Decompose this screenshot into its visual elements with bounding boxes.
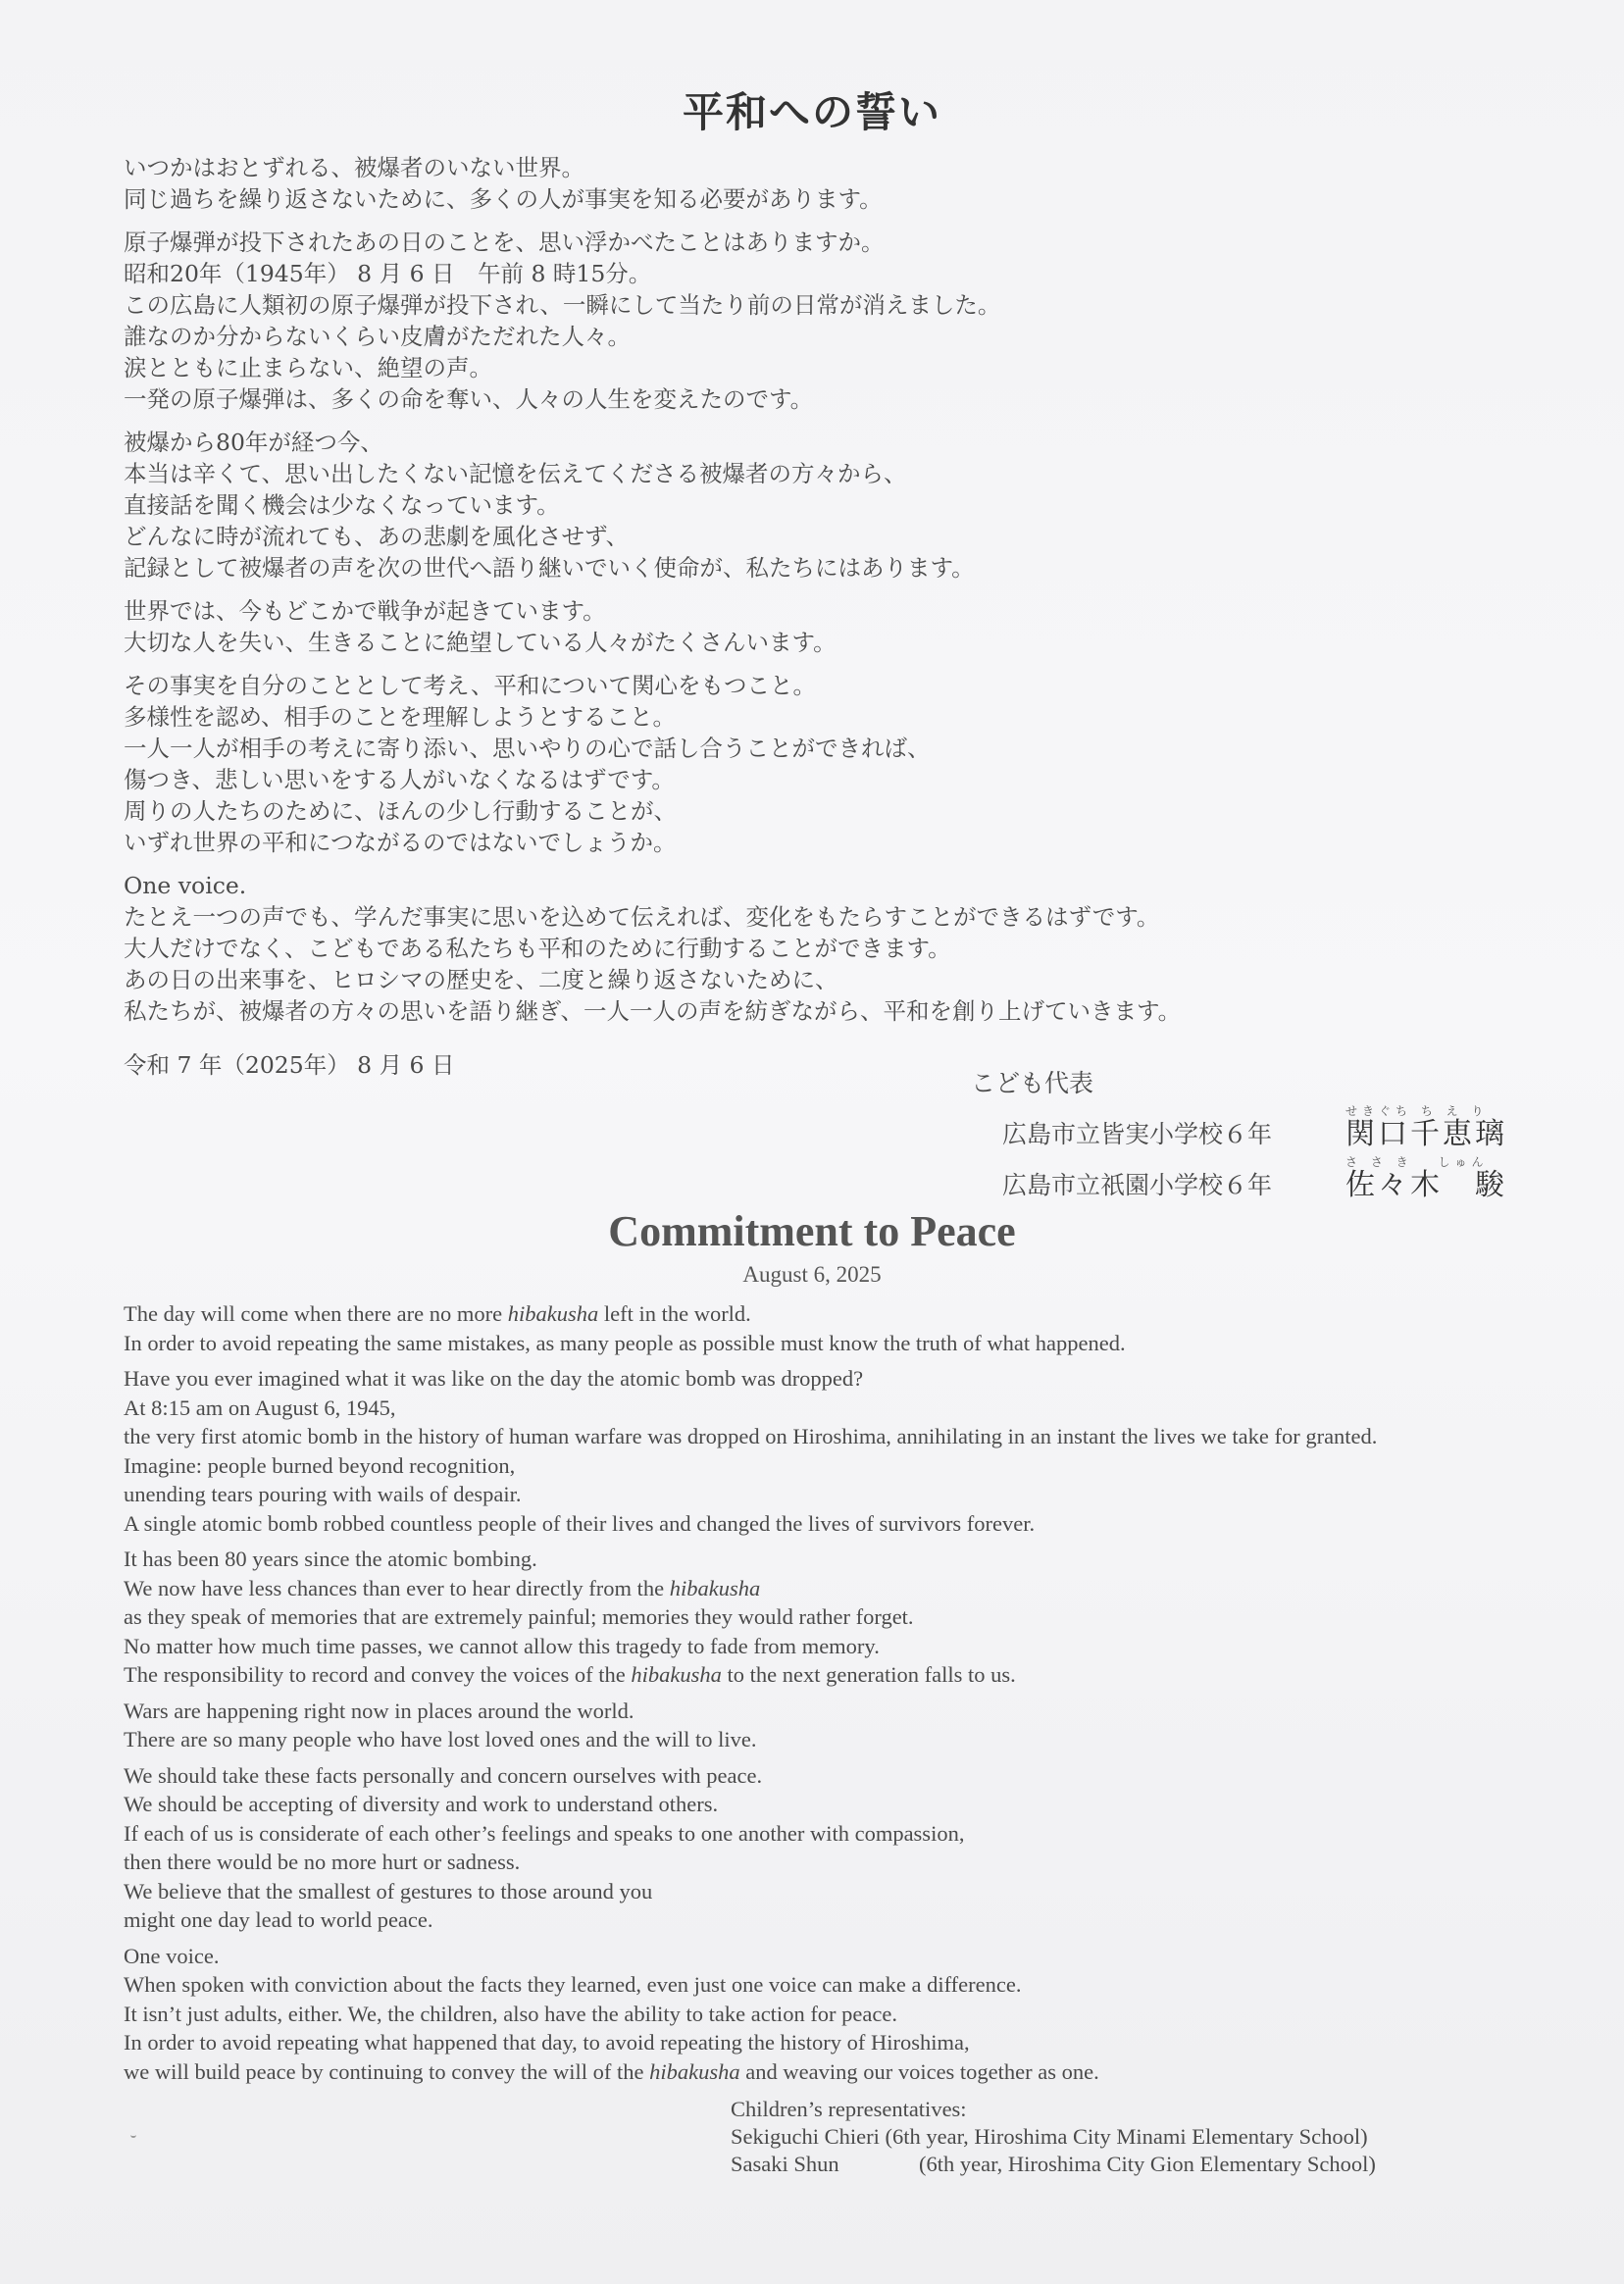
japanese-text-line: 傷つき、悲しい思いをする人がいなくなるはずです。	[124, 766, 675, 793]
text-segment: the very first atomic bomb in the history of human warfare was dropped on Hiroshima, annihilating in an instant the lives we take for granted.	[124, 1424, 1378, 1448]
english-text-line	[124, 1574, 1536, 1603]
japanese-text-line: 大切な人を失い、生きることに絶望している人々がたくさんいます。	[124, 629, 837, 656]
japanese-text-line: 一発の原子爆弾は、多くの命を奪い、人々の人生を変えたのです。	[124, 385, 814, 413]
text-segment: At 8:15 am on August 6, 1945,	[124, 1395, 396, 1420]
text-segment: A single atomic bomb robbed countless people of their lives and changed the lives of survivors forever.	[124, 1510, 1036, 1536]
japanese-text-line: 同じ過ちを繰り返さないために、多くの人が事実を知る必要があります。	[124, 185, 883, 213]
english-text-line	[124, 2028, 1536, 2057]
japanese-text-line: 一人一人が相手の考えに寄り添い、思いやりの心で話し合うことができれば、	[124, 735, 931, 762]
english-text-line	[124, 1942, 1536, 1971]
japanese-signatory-name-group	[1345, 1155, 1507, 1202]
japanese-text-line: 涙とともに止まらない、絶望の声。	[124, 354, 492, 381]
text-segment: The responsibility to record and convey the voices of the	[124, 1662, 632, 1687]
english-text-line	[124, 1329, 1536, 1358]
japanese-body	[124, 152, 1536, 1039]
text-segment: It has been 80 years since the atomic bombing.	[124, 1547, 537, 1571]
english-text-line	[124, 1697, 1536, 1726]
english-date: August 6, 2025	[742, 1262, 882, 1287]
english-text-line	[124, 1364, 1536, 1394]
italic-term: hibakusha	[669, 1575, 761, 1600]
japanese-signatory-ruby: せきぐち ち え り	[1345, 1104, 1489, 1118]
text-segment: There are so many people who have lost loved ones and the will to live.	[124, 1727, 757, 1751]
text-segment: unending tears pouring with wails of despair.	[124, 1482, 522, 1506]
japanese-signatory-school: 広島市立祇園小学校６年	[1002, 1171, 1273, 1199]
japanese-paragraph	[124, 227, 1536, 415]
english-text-line	[124, 1509, 1536, 1539]
japanese-paragraph	[124, 870, 1536, 1027]
japanese-signatory-school: 広島市立皆実小学校６年	[1002, 1120, 1273, 1148]
japanese-text-line: いずれ世界の平和につながるのではないでしょうか。	[124, 829, 677, 856]
english-text-line	[124, 1299, 1536, 1329]
english-signatory-name: Sekiguchi Chieri	[731, 2124, 880, 2149]
english-paragraph	[124, 1697, 1536, 1754]
text-segment: We should be accepting of diversity and work to understand others.	[124, 1792, 719, 1816]
english-signatory	[731, 2151, 1564, 2178]
english-paragraph	[124, 1364, 1536, 1538]
japanese-text-line: あの日の出来事を、ヒロシマの歴史を、二度と繰り返さないために、	[124, 966, 838, 993]
japanese-text-line: 昭和20年（1945年） 8 月 6 日 午前 8 時15分。	[124, 260, 652, 287]
text-segment: we will build peace by continuing to convey the will of the	[124, 2058, 650, 2084]
english-signature-header: Children’s representatives:	[731, 2097, 967, 2121]
japanese-date: 令和 7 年（2025年） 8 月 6 日	[124, 1051, 455, 1079]
japanese-paragraph	[124, 427, 1536, 584]
japanese-paragraph	[124, 595, 1536, 658]
japanese-text-line: 本当は辛くて、思い出したくない記憶を伝えてくださる被爆者の方々から、	[124, 460, 907, 487]
english-paragraph	[124, 1761, 1536, 1935]
italic-term: hibakusha	[649, 2058, 740, 2084]
text-segment: and weaving our voices together as one.	[739, 2058, 1099, 2084]
english-text-line	[124, 1451, 1536, 1481]
text-segment: The day will come when there are no more	[124, 1301, 508, 1326]
japanese-text-line: One voice.	[124, 872, 247, 899]
text-segment: One voice.	[124, 1943, 220, 1968]
text-segment: We now have less chances than ever to hear directly from the	[124, 1575, 670, 1600]
english-text-line	[124, 1545, 1536, 1574]
text-segment: In order to avoid repeating what happened that day, to avoid repeating the history of Hiroshima,	[124, 2030, 970, 2055]
japanese-text-line: どんなに時が流れても、あの悲劇を風化させず、	[124, 523, 630, 550]
english-paragraph	[124, 1942, 1536, 2087]
japanese-signature-block	[971, 1067, 1520, 1202]
japanese-signatory-name-group	[1345, 1104, 1507, 1151]
english-text-line	[124, 1819, 1536, 1849]
english-text-line	[124, 1970, 1536, 2000]
text-segment: In order to avoid repeating the same mistakes, as many people as possible must know the truth of what happened.	[124, 1330, 1126, 1355]
english-text-line	[124, 1602, 1536, 1632]
text-segment: Wars are happening right now in places around the world.	[124, 1698, 634, 1723]
text-segment: No matter how much time passes, we cannot allow this tragedy to fade from memory.	[124, 1633, 880, 1658]
text-segment: We believe that the smallest of gestures to those around you	[124, 1878, 653, 1903]
japanese-text-line: 多様性を認め、相手のことを理解しようとすること。	[124, 703, 677, 731]
japanese-text-line: その事実を自分のこととして考え、平和について関心をもつこと。	[124, 672, 816, 699]
english-text-line	[124, 1877, 1536, 1906]
english-signature-block	[731, 2096, 1564, 2178]
english-text-line	[124, 1660, 1536, 1690]
japanese-signatory-name: 佐々木 駿	[1345, 1168, 1507, 1202]
japanese-signature-header: こども代表	[971, 1069, 1094, 1097]
english-signatory-school: (6th year, Hiroshima City Gion Elementary School)	[919, 2152, 1376, 2176]
japanese-text-line: いつかはおとずれる、被爆者のいない世界。	[124, 154, 584, 181]
italic-term: hibakusha	[507, 1301, 599, 1326]
italic-term: hibakusha	[631, 1662, 722, 1687]
japanese-paragraph	[124, 670, 1536, 858]
japanese-text-line: 被爆から80年が経つ今、	[124, 429, 383, 456]
japanese-text-line: 周りの人たちのために、ほんの少し行動することが、	[124, 797, 677, 825]
text-segment: We should take these facts personally and concern ourselves with peace.	[124, 1762, 763, 1788]
japanese-text-line: 原子爆弾が投下されたあの日のことを、思い浮かべたことはありますか。	[124, 228, 885, 256]
text-segment: It isn’t just adults, either. We, the children, also have the ability to take action for peace.	[124, 2001, 897, 2026]
english-text-line	[124, 2057, 1536, 2087]
text-segment: If each of us is considerate of each other’s feelings and speaks to one another with compassion,	[124, 1820, 965, 1846]
japanese-text-line: 私たちが、被爆者の方々の思いを語り継ぎ、一人一人の声を紡ぎながら、平和を創り上げていきます。	[124, 997, 1182, 1025]
text-segment: left in the world.	[598, 1301, 751, 1326]
japanese-text-line: この広島に人類初の原子爆弾が投下され、一瞬にして当たり前の日常が消えました。	[124, 291, 1001, 319]
english-text-line	[124, 1761, 1536, 1791]
japanese-text-line: 直接話を聞く機会は少なくなっています。	[124, 491, 560, 519]
japanese-signatory-name: 関口千恵璃	[1345, 1117, 1507, 1151]
japanese-text-line: たとえ一つの声でも、学んだ事実に思いを込めて伝えれば、変化をもたらすことができるはずです。	[124, 903, 1160, 931]
english-signatory-name: Sasaki Shun	[731, 2152, 839, 2176]
english-text-line	[124, 1848, 1536, 1877]
text-segment: then there would be no more hurt or sadness.	[124, 1850, 521, 1874]
text-segment: Imagine: people burned beyond recognition,	[124, 1452, 516, 1478]
japanese-paragraph	[124, 152, 1536, 215]
stray-mark	[130, 2132, 136, 2138]
english-text-line	[124, 1394, 1536, 1423]
text-segment: When spoken with conviction about the facts they learned, even just one voice can make a difference.	[124, 1972, 1022, 1997]
japanese-signatory	[1002, 1151, 1520, 1202]
english-signatory	[731, 2123, 1564, 2151]
japanese-text-line: 大人だけでなく、こどもである私たちも平和のために行動することができます。	[124, 935, 951, 962]
english-text-line	[124, 1790, 1536, 1819]
english-text-line	[124, 1480, 1536, 1509]
english-paragraph	[124, 1299, 1536, 1357]
text-segment: might one day lead to world peace.	[124, 1907, 433, 1932]
english-text-line	[124, 1725, 1536, 1754]
english-text-line	[124, 1422, 1536, 1451]
english-text-line	[124, 2000, 1536, 2029]
japanese-signatory-ruby: さ さ き しゅん	[1345, 1155, 1489, 1169]
english-text-line	[124, 1632, 1536, 1661]
english-text-line	[124, 1905, 1536, 1935]
japanese-text-line: 記録として被爆者の声を次の世代へ語り継いでいく使命が、私たちにはあります。	[124, 554, 975, 582]
english-signatory-school: (6th year, Hiroshima City Minami Elementary School)	[885, 2124, 1368, 2149]
text-segment: Have you ever imagined what it was like on the day the atomic bomb was dropped?	[124, 1366, 864, 1391]
text-segment: as they speak of memories that are extremely painful; memories they would rather forget.	[124, 1604, 914, 1629]
text-segment: to the next generation falls to us.	[721, 1662, 1016, 1687]
english-body	[124, 1299, 1536, 2093]
japanese-text-line: 世界では、今もどこかで戦争が起きています。	[124, 597, 606, 625]
japanese-title: 平和への誓い	[682, 88, 941, 136]
japanese-text-line: 誰なのか分からないくらい皮膚がただれた人々。	[124, 323, 631, 350]
english-paragraph	[124, 1545, 1536, 1690]
english-title: Commitment to Peace	[608, 1207, 1016, 1255]
japanese-signatory	[1002, 1100, 1520, 1151]
